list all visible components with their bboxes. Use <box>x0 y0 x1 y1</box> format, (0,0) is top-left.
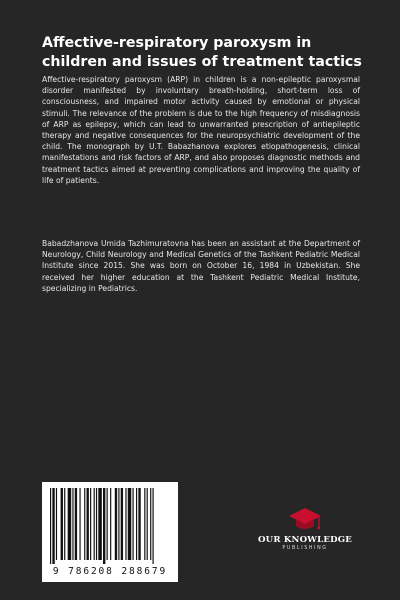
barcode-bar <box>68 488 72 560</box>
publisher-name: OUR KNOWLEDGE <box>257 535 353 545</box>
barcode-bar <box>125 488 126 560</box>
barcode-bar <box>79 488 80 560</box>
barcode-bar <box>61 488 63 560</box>
barcode-bars <box>48 488 172 564</box>
barcode-bar <box>52 488 54 564</box>
barcode-bar <box>121 488 123 560</box>
barcode-bar <box>110 488 111 560</box>
barcode-bar <box>144 488 145 560</box>
author-bio: Babadzhanova Umida Tazhimuratovna has been an assistant at the Department of Neurology, Child Neurology and Medical Genetics of the Tashkent Pediatric Medical Institute since 2015. She was born on October 16, 1984 in Uzbekistan. She received her higher education at the Tashkent Pediatric Medical Institute, specializing in Pediatrics. <box>42 239 360 293</box>
barcode-bar <box>96 488 97 560</box>
barcode-bar <box>138 488 140 560</box>
barcode-bar <box>147 488 148 560</box>
barcode-bar <box>128 488 132 560</box>
publisher-subtitle: PUBLISHING <box>282 546 328 551</box>
barcode-bar <box>84 488 85 560</box>
barcode-bar <box>64 488 65 560</box>
barcode-bar <box>87 488 89 560</box>
barcode-bar <box>94 488 95 560</box>
barcode-bar <box>90 488 91 560</box>
barcode-bar <box>50 488 51 564</box>
barcode-digits: 9 786208 288679 <box>52 566 168 577</box>
book-title: Affective-respiratory paroxysm in children and issues of treatment tactics <box>42 35 362 70</box>
barcode-bar <box>75 488 77 560</box>
barcode-bar <box>152 488 153 564</box>
publisher-logo <box>250 506 360 551</box>
book-abstract: Affective-respiratory paroxysm (ARP) in children is a non-epileptic paroxysmal disorder manifested by involuntary breath-holding, short-term loss of consciousness, and impaired motor activity caused by emotional or physical stimuli. The relevance of the problem is due to the high frequency of misdiagnosis of ARP as epilepsy, which can lead to unwarranted prescription of antiepileptic therapy and negative consequences for the neuropsychiatric development of the child. The monograph by U.T. Babazhanova explores etiopathogenesis, clinical manifestations and risk factors of ARP, and also proposes diagnostic methods and treatment tactics aimed at preventing complications and improving the quality of life of patients. <box>42 75 360 185</box>
barcode-bar <box>107 488 108 560</box>
barcode-bar <box>72 488 73 560</box>
isbn-barcode <box>42 482 178 582</box>
barcode-bar <box>98 488 102 560</box>
graduation-cap-icon <box>288 506 322 534</box>
barcode-bar <box>56 488 57 560</box>
barcode-bar <box>115 488 117 560</box>
barcode-bar <box>132 488 133 560</box>
barcode-bar <box>136 488 137 560</box>
barcode-bar <box>150 488 151 560</box>
barcode-bar <box>103 488 105 564</box>
barcode-bar <box>118 488 119 560</box>
